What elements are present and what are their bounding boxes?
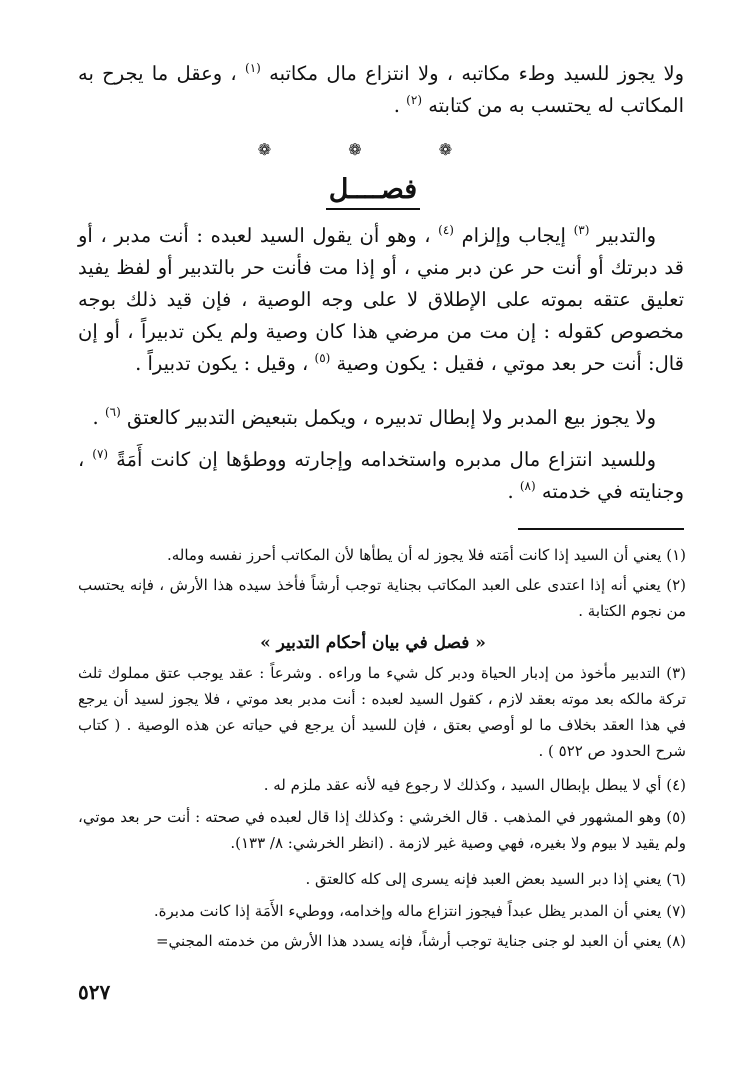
footnote-ref-3: (٣): [573, 223, 590, 237]
footnote-1: (١) يعني أن السيد إذا كانت أمَته فلا يجوز له أن يطأها لأن المكاتب أحرز نفسه وماله.: [166, 546, 686, 564]
top-text-1b: ، وعقل ما يجرح به: [78, 62, 237, 85]
footnote-ref-7: (٧): [92, 447, 109, 461]
footnote-4: (٤) أي لا يبطل بإبطال السيد ، وكذلك لا رجوع فيه لأنه عقد ملزم له .: [263, 776, 686, 794]
tadbir-paragraph-1: [78, 220, 684, 380]
tadbir-p2-end: .: [92, 406, 99, 429]
footnote-ref-4: (٤): [438, 223, 454, 237]
footnote-ref-6: (٦): [104, 405, 121, 419]
tadbir-paragraph-3: [78, 444, 684, 508]
title-underline: [326, 208, 420, 210]
footnote-section-heading: « فصل في بيان أحكام التدبير »: [260, 633, 486, 653]
footnote-3: (٣) التدبير مأخوذ من إدبار الحياة ودبر كل شيء ما وراءه . وشرعاً : عقد يوجب عتق مملوك ثلث تركة مالكه بعد موته بعقد لازم ، كقول السيد لعبده : أنت مدبر بعد موتي ، فلا يجوز لسيد أن يرجع في هذا العقد بخلاف ما لو أوصي بعتق ، فإن للسيد أن يرجع في حياته عن هذه الوصية . ( كتاب شرح الحدود ص ٥٢٢ ) .: [78, 664, 686, 760]
tadbir-text-c: ، وقيل : يكون تدبيراً .: [135, 352, 309, 375]
footnote-separator: [518, 528, 684, 530]
tadbir-text-start: والتدبير: [597, 224, 656, 247]
tadbir-p3-text-b: ، وجنايته في خدمته: [78, 448, 684, 503]
footnote-ref-5: (٥): [314, 351, 331, 365]
footnote-7: (٧) يعني أن المدبر يظل عبداً فيجوز انتزاع ماله وإخدامه، ووطيء الأَمَة إذا كانت مدبرة.: [153, 902, 686, 920]
top-text-2-end: .: [393, 94, 400, 117]
top-text-2: المكاتب له يحتسب به من كتابته: [428, 94, 684, 117]
footnote-6: (٦) يعني إذا دبر السيد بعض العبد فإنه يسرى إلى كله كالعتق .: [305, 870, 686, 888]
footnote-2: (٢) يعني أنه إذا اعتدى على العبد المكاتب بجناية توجب أرشاً فأخذ سيده هذا الأرش ، فإنه يحتسب من نجوم الكتابة .: [78, 576, 686, 620]
tadbir-text-b: ، وهو أن يقول السيد لعبده : أنت مدبر ، أو قد دبرتك أو أنت حر عن دبر مني ، أو إذا مت فأنت حر بالتدبير أو لفظ يفيد تعليق عتقه بموته على الإطلاق لا على وجه الوصية ، فإن قيد ذلك بوجه مخصوص كقوله : إن مت من مرضي هذا كان وصية ولم يكن تدبيراً ، أو إن قال: أنت حر بعد موتي ، فقيل : يكون وصية: [78, 224, 684, 375]
footnote-ref-2: (٢): [406, 93, 422, 107]
tadbir-paragraph-2: [78, 402, 684, 434]
tadbir-p3-text-a: وللسيد انتزاع مال مدبره واستخدامه وإجارته ووطؤها إن كانت أَمَةً: [116, 448, 657, 471]
top-paragraph: [78, 58, 684, 122]
tadbir-p2-text: ولا يجوز بيع المدبر ولا إبطال تدبيره ، ويكمل بتبعيض التدبير كالعتق: [126, 406, 656, 429]
footnote-ref-8: (٨): [519, 479, 536, 493]
star-divider: ❁ ❁ ❁: [257, 140, 489, 159]
top-text-1: ولا يجوز للسيد وطء مكاتبه ، ولا انتزاع مال مكاتبه: [269, 62, 684, 85]
page-number: ٥٢٧: [78, 980, 111, 1004]
section-title: فصــــل: [328, 174, 418, 205]
footnote-ref-1: (١): [245, 61, 261, 75]
footnote-5: (٥) وهو المشهور في المذهب . قال الخرشي : وكذلك إذا قال لعبده في صحته : أنت حر بعد موتي، ولم يقيد لا بيوم ولا بغيره، فهي وصية غير لازمة . (انظر الخرشي: ٨/ ١٣٣).: [78, 808, 686, 852]
footnote-8: (٨) يعني أن العبد لو جنى جناية توجب أرشاً، فإنه يسدد هذا الأرش من خدمته المجني=: [155, 932, 686, 950]
tadbir-p3-end: .: [507, 480, 514, 503]
tadbir-text-a: إيجاب وإلزام: [461, 224, 566, 247]
